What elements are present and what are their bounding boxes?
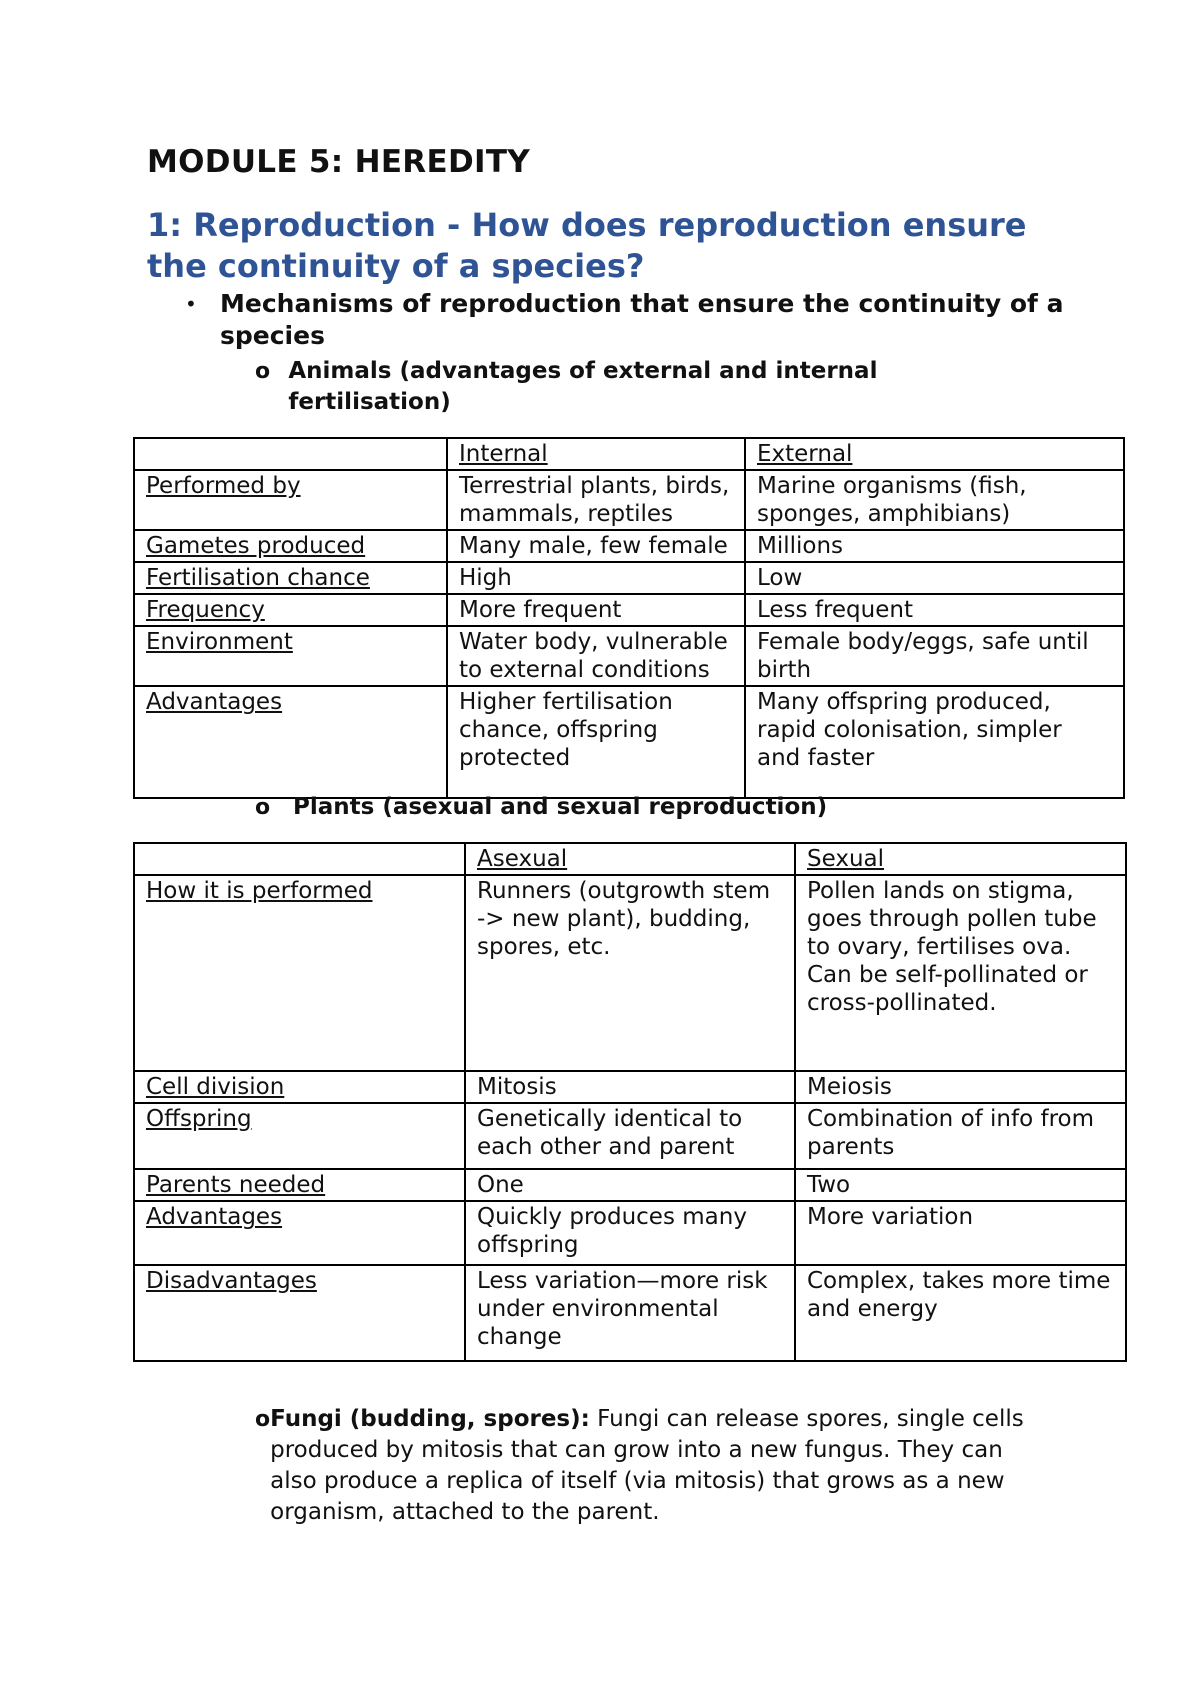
row-label: Frequency	[134, 594, 447, 626]
column-header-sexual: Sexual	[795, 843, 1126, 875]
row-label: Parents needed	[134, 1169, 465, 1201]
fungi-subbullet	[255, 1404, 1035, 1528]
column-header-external: External	[745, 438, 1124, 470]
column-header-internal: Internal	[447, 438, 745, 470]
table-cell: Less frequent	[745, 594, 1124, 626]
table-cell: Water body, vulnerable to external conditions	[447, 626, 745, 686]
table-cell: Quickly produces many offspring	[465, 1201, 795, 1265]
table-row	[134, 1103, 1126, 1169]
row-label: Advantages	[134, 686, 447, 798]
row-label: Cell division	[134, 1071, 465, 1103]
table-cell: Terrestrial plants, birds, mammals, reptiles	[447, 470, 745, 530]
animals-table	[133, 437, 1125, 799]
table-cell: Runners (outgrowth stem -> new plant), budding, spores, etc.	[465, 875, 795, 1071]
table-row	[134, 626, 1124, 686]
table-header-row	[134, 438, 1124, 470]
table-header-row	[134, 843, 1126, 875]
plants-subbullet	[255, 792, 955, 824]
table-row	[134, 1201, 1126, 1265]
row-label: Gametes produced	[134, 530, 447, 562]
table-cell: Pollen lands on stigma, goes through pollen tube to ovary, fertilises ova. Can be self-pollinated or cross-pollinated.	[795, 875, 1126, 1071]
table-row	[134, 1071, 1126, 1103]
table-cell: More variation	[795, 1201, 1126, 1265]
main-bullet	[185, 288, 1065, 352]
table-row	[134, 470, 1124, 530]
row-label: Fertilisation chance	[134, 562, 447, 594]
table-cell: Millions	[745, 530, 1124, 562]
table-row	[134, 875, 1126, 1071]
table-cell: Genetically identical to each other and parent	[465, 1103, 795, 1169]
fungi-paragraph	[270, 1404, 1035, 1528]
table-row	[134, 530, 1124, 562]
table-cell: Meiosis	[795, 1071, 1126, 1103]
table-cell: Higher fertilisation chance, offspring protected	[447, 686, 745, 798]
section-heading: 1: Reproduction - How does reproduction ensure the continuity of a species?	[147, 206, 1027, 285]
row-label: How it is performed	[134, 875, 465, 1071]
column-header-asexual: Asexual	[465, 843, 795, 875]
fungi-lead: Fungi (budding, spores):	[270, 1406, 590, 1432]
table-cell: Low	[745, 562, 1124, 594]
table-cell: Two	[795, 1169, 1126, 1201]
table-row	[134, 1169, 1126, 1201]
table-cell: More frequent	[447, 594, 745, 626]
fungi-body: Fungi can release spores, single cells produced by mitosis that can grow into a new fungus. They can also produce a replica of itself (via mitosis) that grows as a new organism, attached to the parent.	[270, 1406, 1024, 1525]
table-row	[134, 686, 1124, 798]
row-label: Offspring	[134, 1103, 465, 1169]
row-label: Performed by	[134, 470, 447, 530]
plants-subheading: Plants (asexual and sexual reproduction)	[293, 794, 828, 820]
table-cell: Female body/eggs, safe until birth	[745, 626, 1124, 686]
row-label: Advantages	[134, 1201, 465, 1265]
empty-header-cell	[134, 438, 447, 470]
table-cell: One	[465, 1169, 795, 1201]
table-cell: Many male, few female	[447, 530, 745, 562]
table-cell: Combination of info from parents	[795, 1103, 1126, 1169]
animals-subbullet	[255, 356, 955, 418]
row-label: Environment	[134, 626, 447, 686]
bullet-circle-icon: o	[255, 795, 271, 820]
table-cell: Mitosis	[465, 1071, 795, 1103]
main-bullet-text: Mechanisms of reproduction that ensure the continuity of a species	[220, 289, 1064, 350]
table-row	[134, 562, 1124, 594]
animals-subheading: Animals (advantages of external and internal fertilisation)	[288, 358, 878, 415]
table-cell: Less variation—more risk under environmental change	[465, 1265, 795, 1361]
module-title: MODULE 5: HEREDITY	[147, 144, 531, 180]
table-cell: Marine organisms (fish, sponges, amphibians)	[745, 470, 1124, 530]
bullet-circle-icon: o	[255, 359, 271, 384]
plants-table	[133, 842, 1127, 1362]
table-cell: High	[447, 562, 745, 594]
table-cell: Complex, takes more time and energy	[795, 1265, 1126, 1361]
row-label: Disadvantages	[134, 1265, 465, 1361]
bullet-circle-icon: o	[255, 1407, 271, 1432]
table-cell: Many offspring produced, rapid colonisation, simpler and faster	[745, 686, 1124, 798]
empty-header-cell	[134, 843, 465, 875]
bullet-dot-icon: •	[185, 292, 197, 316]
table-row	[134, 594, 1124, 626]
table-row	[134, 1265, 1126, 1361]
